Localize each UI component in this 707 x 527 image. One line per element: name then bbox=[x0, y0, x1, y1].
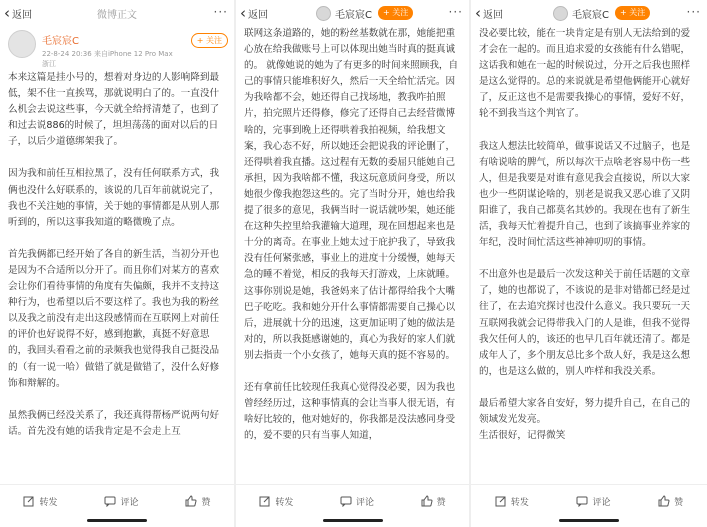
like-button[interactable] bbox=[658, 495, 683, 508]
repost-icon bbox=[495, 495, 507, 507]
author-name[interactable]: 毛宸宸C bbox=[572, 9, 609, 21]
more-icon[interactable]: ··· bbox=[213, 5, 228, 19]
comment-label: 评论 bbox=[592, 497, 611, 508]
paragraph: 没必要比较，能在一块肯定是有别人无法给到的爱才会在一起的。而且追求爱的女孩能有什么错呢，这话我和她在一起的时候说过，分开之后我也照样是这么觉得的。总的来说就是希望他俩能开心就好了，反正这也不是需要我操心的事情，爱好不好，轮不到我当这个判官了。 bbox=[479, 28, 691, 120]
repost-label: 转发 bbox=[275, 497, 294, 508]
chevron-left-icon: ‹ bbox=[4, 4, 10, 22]
thumbs-up-icon bbox=[185, 495, 197, 507]
comment-button[interactable] bbox=[576, 495, 610, 508]
repost-label: 转发 bbox=[39, 497, 58, 508]
repost-button[interactable] bbox=[259, 495, 293, 508]
follow-button[interactable]: + 关注 bbox=[378, 6, 413, 20]
nav-bar bbox=[471, 0, 707, 26]
avatar[interactable] bbox=[553, 6, 568, 21]
repost-button[interactable] bbox=[23, 495, 57, 508]
chevron-left-icon: ‹ bbox=[240, 4, 246, 22]
paragraph: 首先我俩都已经开始了各自的新生活，当初分开也是因为不合适所以分开了。而且你们对某方的喜欢会让你们看待事情的角度有失偏颇，我并不支持这种行为，也希望以后不要这样了。我也为我的粉丝以及我之前没有走出这段感情而在互联网上对前任的评价也好说得不好，感到抱歉，真挺不好意思的，我回头看看之前的录频我也觉得我自己挺没品的（有一说一哈）做错了就是做错了，没什么好修饰和辩解的。 bbox=[8, 248, 220, 389]
follow-button[interactable]: + 关注 bbox=[191, 33, 228, 48]
paragraph: 因为我和前任互相拉黑了，没有任何联系方式，我俩也没什么好联系的，该说的几百年前就说完了，我也不关注她的事情，关于她的事情都是从别人那听到的，所以这事我知道的略微晚了点。 bbox=[8, 168, 220, 228]
repost-icon bbox=[259, 495, 271, 507]
back-label: 返回 bbox=[483, 9, 503, 21]
action-bar bbox=[0, 484, 234, 527]
page-title: 微博正文 bbox=[97, 9, 137, 21]
more-icon[interactable]: ··· bbox=[686, 5, 701, 19]
like-label: 赞 bbox=[436, 497, 446, 508]
action-bar bbox=[236, 484, 469, 527]
nav-bar bbox=[0, 0, 234, 26]
like-button[interactable] bbox=[185, 495, 210, 508]
home-indicator bbox=[323, 519, 383, 522]
follow-button[interactable]: + 关注 bbox=[615, 6, 650, 20]
action-bar bbox=[471, 484, 707, 527]
comment-icon bbox=[340, 495, 352, 507]
comment-label: 评论 bbox=[355, 497, 374, 508]
author-row bbox=[0, 26, 234, 68]
post-meta bbox=[42, 49, 173, 69]
paragraph: 联网这条道路的，她的粉丝基数就在那，她能把重心放在给我做账号上可以体现出她当时真的挺真诚的。 就像她说的她为了有更多的时间来照顾我，自己的事情只能堆积好久，然后一天全给忙活完。因为我啥都不会，她还得自己找场地，教我咋拍照片，拍完照片还得修，修完了还得自己去经营微博啥的，完事到晚上还得哄着我拍视频，给我想文案，我心态不好，所以她还会把说我的评论删了，还得哄着我直播。这过程有无数的委屈只能她自己承担，因为我啥都不懂，我这玩意质问身受，所以她很少像我抱怨这些的。完了当时分开，她也给我提了很多的意见，我俩当时一说话就吵架，她还能在这种失控里给我灌输大道理，现在回想起来也是十分的离奇。在事业上她太过于庇护我了，导致我没有任何紧张感，事业上的进度十分缓慢，她每天急的睡不着觉，相反的我每天打游戏，上床就睡。这事你别说是她，我爸妈来了估计都得给我个大嘴巴子吃吃。我和她分开什么事情都需要自己操心以后，进展就十分的迅速，这更加证明了她的做法是对的，所以我挺感谢她的，真心为我好的家人们就别去指责一个小女孩了，她每天真的挺不容易的。 bbox=[244, 28, 459, 361]
repost-icon bbox=[23, 495, 35, 507]
thumbs-up-icon bbox=[421, 495, 433, 507]
back-button[interactable] bbox=[240, 6, 268, 21]
back-button[interactable] bbox=[475, 6, 503, 21]
author-name[interactable]: 毛宸宸C bbox=[42, 36, 79, 47]
paragraph: 本来这篇是挂小号的，想着对身边的人影响降到最低，架不住一直挨骂，那就说明白了的。一直没什么机会去说这些事，今天就全给捋清楚了，也到了和过去说886的时候了，坦坦荡荡的面对以后的日子，以后少道德绑架我了。 bbox=[8, 72, 220, 148]
back-button[interactable] bbox=[4, 6, 32, 21]
home-indicator bbox=[87, 519, 147, 522]
comment-button[interactable] bbox=[104, 495, 138, 508]
post-panel-2 bbox=[236, 0, 469, 527]
header-user bbox=[316, 6, 413, 21]
header-user bbox=[553, 6, 650, 21]
repost-button[interactable] bbox=[495, 495, 529, 508]
post-meta-time-device: 22-8-24 20:36 来自iPhone 12 Pro Max bbox=[42, 50, 173, 58]
back-label: 返回 bbox=[12, 9, 32, 21]
post-panel-3 bbox=[471, 0, 707, 527]
paragraph: 虽然我俩已经没关系了，我还真得帮杨严说两句好话。首先没有她的话我肯定是不会走上互 bbox=[8, 409, 220, 437]
thumbs-up-icon bbox=[658, 495, 670, 507]
post-body bbox=[0, 64, 234, 458]
comment-label: 评论 bbox=[120, 497, 139, 508]
comment-icon bbox=[104, 495, 116, 507]
like-label: 赞 bbox=[674, 497, 684, 508]
post-body bbox=[471, 26, 707, 486]
like-label: 赞 bbox=[201, 497, 211, 508]
nav-bar bbox=[236, 0, 469, 26]
author-name[interactable]: 毛宸宸C bbox=[335, 9, 372, 21]
post-body bbox=[236, 26, 469, 486]
like-button[interactable] bbox=[421, 495, 446, 508]
comment-icon bbox=[576, 495, 588, 507]
back-label: 返回 bbox=[248, 9, 268, 21]
paragraph: 还有拿前任比较现任我真心觉得没必要，因为我也曾经经历过，这种事情真的会让当事人很无语，有啥好比较的，他对她好的，你我都是没法感同身受的，爱不要的只有当事人知道， bbox=[244, 381, 456, 442]
paragraph: 最后希望大家各自安好，努力提升自己，在自己的领域发光发亮。 生活很好，记得微笑 bbox=[479, 397, 691, 442]
comment-button[interactable] bbox=[340, 495, 374, 508]
paragraph: 我这人想法比较简单，做事说话又不过脑子，也是有啥说啥的脾气，所以每次干点啥老容易中伤一些人，但是我要是对谁有意见我会直接说，所以大家也少一些阴谋论啥的，别老是说我又恶心谁了又阴阳谁了，我自己都莫名其妙的。我现在也有了新生活，我每天忙着提升自己，也到了该搞事业养家的年纪，没时间忙活这些神神叨叨的事情。 bbox=[479, 140, 691, 249]
home-indicator bbox=[559, 519, 619, 522]
repost-label: 转发 bbox=[510, 497, 529, 508]
avatar[interactable] bbox=[316, 6, 331, 21]
more-icon[interactable]: ··· bbox=[448, 5, 463, 19]
post-location: 浙江 bbox=[42, 60, 56, 68]
paragraph: 不出意外也是最后一次发这种关于前任话题的文章了，她的也都说了，不该说的是非对错都已经是过往了，在去追究探讨也没什么意义。我只要玩一天互联网我就会记得带我入门的人是谁，但我不觉得我欠任何人的，该还的也早几百年就还清了。都是成年人了，多个朋友总比多个敌人好，我是这么想的，也是这么做的，别人咋样和我没关系。 bbox=[479, 269, 691, 377]
avatar[interactable] bbox=[8, 30, 36, 58]
post-panel-1 bbox=[0, 0, 234, 527]
chevron-left-icon: ‹ bbox=[475, 4, 481, 22]
